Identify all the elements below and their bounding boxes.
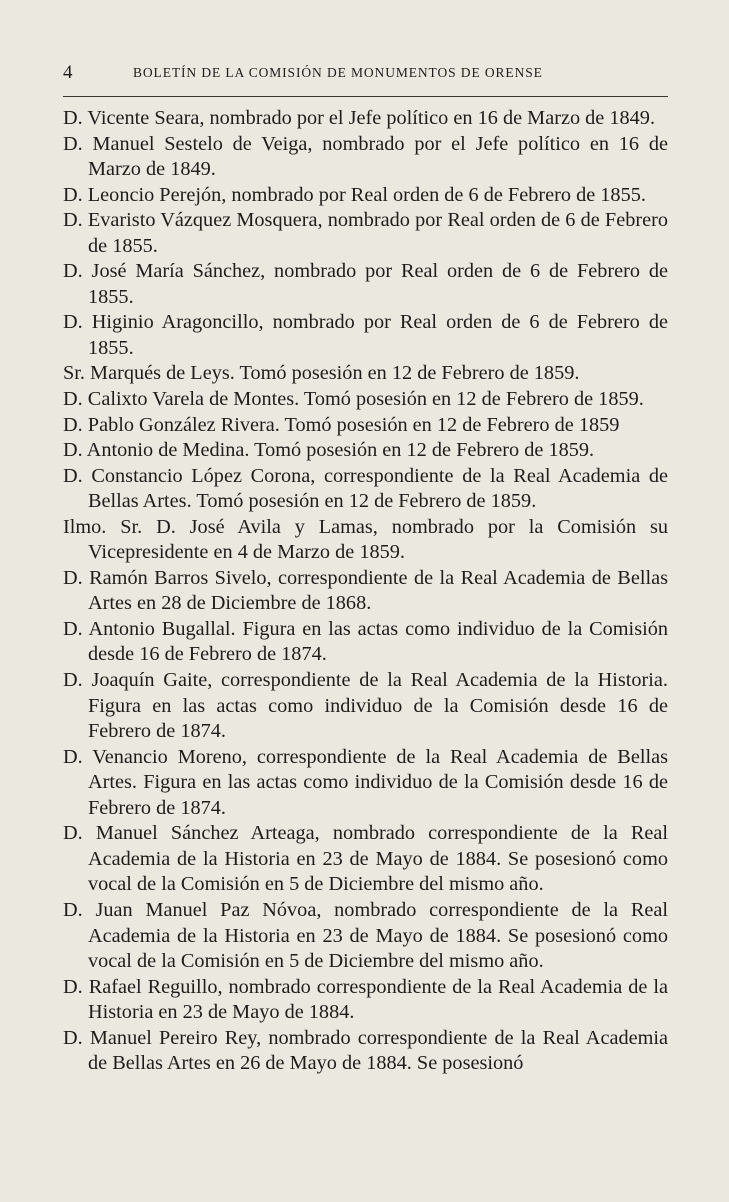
list-entry: D. Vicente Seara, nombrado por el Jefe político en 16 de Marzo de 1849. [63, 107, 656, 129]
list-entry: D. Pablo González Rivera. Tomó posesión en 12 de Febrero de 1859 [63, 413, 620, 436]
list-entry: D. Manuel Pereiro Rey, nombrado correspondiente de la Real Academia de Bellas Artes en 26 de Mayo de 1884. Se posesionó [63, 1026, 668, 1075]
list-entry: D. Leoncio Perejón, nombrado por Real orden de 6 de Febrero de 1855. [63, 183, 646, 206]
list-entry: D. Manuel Sestelo de Veiga, nombrado por el Jefe político en 16 de Marzo de 1849. [63, 132, 668, 181]
page-number: 4 [63, 62, 73, 83]
list-entry: D. Constancio López Corona, correspondiente de la Real Academia de Bellas Artes. Tomó posesión en 12 de Febrero de 1859. [63, 464, 668, 513]
list-entry: D. Ramón Barros Sivelo, correspondiente de la Real Academia de Bellas Artes en 28 de Diciembre de 1868. [63, 566, 668, 615]
list-entry: D. Joaquín Gaite, correspondiente de la Real Academia de la Historia. Figura en las actas como individuo de la Comisión desde 16 de Febrero de 1874. [63, 669, 668, 743]
list-entry: D. Antonio de Medina. Tomó posesión en 12 de Febrero de 1859. [63, 439, 595, 462]
list-entry: D. Rafael Reguillo, nombrado correspondiente de la Real Academia de la Historia en 23 de Mayo de 1884. [63, 975, 668, 1024]
member-list [63, 106, 668, 1077]
list-entry: Ilmo. Sr. D. José Avila y Lamas, nombrado por la Comisión su Vicepresidente en 4 de Marzo de 1859. [63, 515, 668, 564]
running-header [63, 60, 669, 86]
running-title: BOLETÍN DE LA COMISIÓN DE MONUMENTOS DE ORENSE [133, 65, 543, 80]
list-entry: D. Juan Manuel Paz Nóvoa, nombrado correspondiente de la Real Academia de la Historia en 23 de Mayo de 1884. Se posesionó como vocal de la Comisión en 5 de Diciembre del mismo año. [63, 898, 668, 973]
list-entry: D. Venancio Moreno, correspondiente de la Real Academia de Bellas Artes. Figura en las actas como individuo de la Comisión desde 16 de Febrero de 1874. [63, 745, 668, 819]
list-entry: D. Higinio Aragoncillo, nombrado por Real orden de 6 de Febrero de 1855. [63, 311, 668, 359]
header-rule [63, 96, 668, 97]
list-entry: D. Evaristo Vázquez Mosquera, nombrado por Real orden de 6 de Febrero de 1855. [63, 209, 668, 257]
list-entry: D. Antonio Bugallal. Figura en las actas como individuo de la Comisión desde 16 de Febrero de 1874. [63, 617, 668, 666]
list-entry: Sr. Marqués de Leys. Tomó posesión en 12 de Febrero de 1859. [63, 362, 580, 385]
list-entry: D. Manuel Sánchez Arteaga, nombrado correspondiente de la Real Academia de la Historia en 23 de Mayo de 1884. Se posesionó como vocal de la Comisión en 5 de Diciembre del mismo año. [63, 822, 668, 896]
list-entry: D. Calixto Varela de Montes. Tomó posesión en 12 de Febrero de 1859. [63, 388, 644, 411]
list-entry: D. José María Sánchez, nombrado por Real orden de 6 de Febrero de 1855. [63, 260, 668, 308]
